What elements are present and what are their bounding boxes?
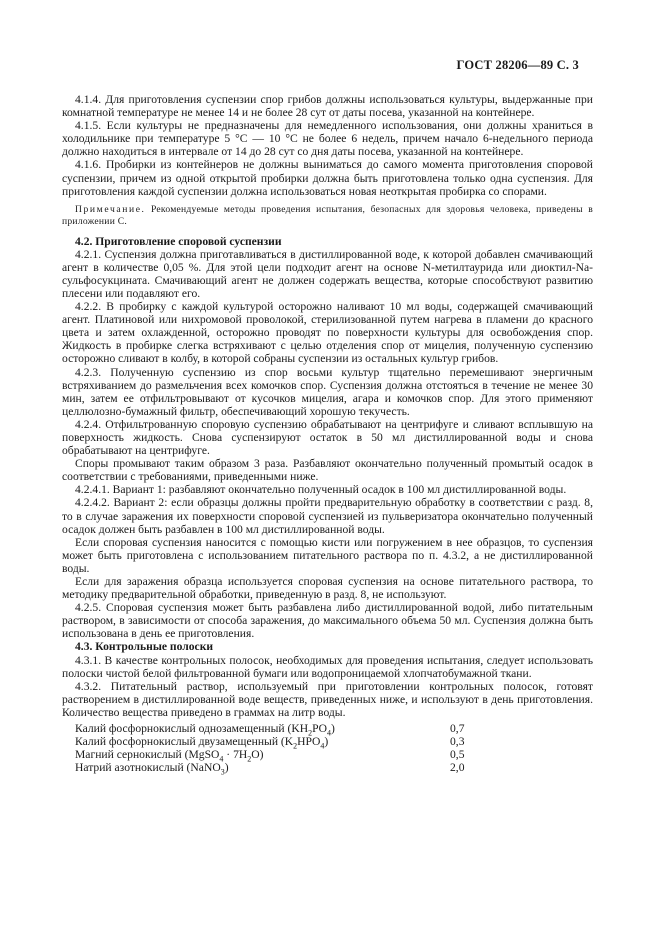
clause-4-3-1: 4.3.1. В качестве контрольных полосок, необходимых для проведения испытания, следует использовать полоски чистой белой фильтрованной бумаги или водопроницаемой хлопчатобумажной ткани. <box>62 653 593 680</box>
clause-4-2-4-1: 4.2.4.1. Вариант 1: разбавляют окончательно полученный осадок в 100 мл дистиллированной воды. <box>75 483 567 497</box>
clause-4-1-4: 4.1.4. Для приготовления суспензии спор грибов должны использоваться культуры, выдержанные при комнатной температуре не менее 14 и не более 28 сут от даты посева, указанной на контейнере. <box>62 93 593 120</box>
document-body <box>62 93 593 777</box>
clause-4-2-4: 4.2.4. Отфильтрованную споровую суспензию обрабатывают на центрифуге и сливают всплывшую на поверхность жидкость. Снова суспензируют остаток в 50 мл дистиллированной воды и снова обрабатывают на центрифуге. <box>62 417 593 458</box>
reagent-amount: 0,3 <box>450 735 465 749</box>
clause-4-1-6: 4.1.6. Пробирки из контейнеров не должны выниматься до самого момента приготовления споровой суспензии, причем из одной открытой пробирки должна быть приготовлена только одна суспензия. Для приготовления каждой суспензии должна использоваться новая неоткрытая пробирка со спорами. <box>62 158 593 198</box>
clause-4-2-1: 4.2.1. Суспензия должна приготавливаться в дистиллированной воде, к которой добавлен смачивающий агент в количестве 0,05 %. Для этой цели подходит агент на основе N-метилтаурида или диоктил-Nа-сульфосукцината. Смачивающий агент не должен содержать вещества, которые способствуют развитию плесени или подавляют его. <box>62 247 593 300</box>
reagent-amount: 2,0 <box>450 761 465 775</box>
reagent-row <box>75 722 500 735</box>
note-text: Рекомендуемые методы проведения испытания, безопасных для здоровья человека, приведены в приложении С. <box>62 203 593 228</box>
section-heading-4-3: 4.3. Контрольные полоски <box>75 640 214 654</box>
clause-4-2-4-2-brush: Если споровая суспензия наносится с помощью кисти или погружением в нее образцов, то суспензия может быть приготовлена с использованием питательного раствора по п. 4.3.2, а не дистиллированной воды. <box>62 535 593 575</box>
reagent-amount: 0,5 <box>450 748 465 762</box>
page-header: ГОСТ 28206—89 С. 3 <box>456 58 579 72</box>
note-label: Примечание. <box>75 203 146 215</box>
clause-4-2-4-2: 4.2.4.2. Вариант 2: если образцы должны пройти предварительную обработку в соответствии с разд. 8, то в случае заражения их поверхности споровой суспензией из пульверизатора окончательно полученный осадок должен быть разбавлен в 100 мл дистиллированной воды. <box>62 496 593 536</box>
reagent-row <box>75 761 500 774</box>
reagent-name: Натрий азотнокислый (NaNO$_3$) <box>75 761 229 777</box>
reagent-name: Калий фосфорнокислый двузамещенный $(K_2HPO_4)$ <box>75 735 329 751</box>
reagent-table <box>75 722 500 777</box>
clause-4-2-2: 4.2.2. В пробирку с каждой культурой осторожно наливают 10 мл воды, содержащей смачивающий агент. Платиновой или нихромовой проволокой, стерилизованной путем нагрева в пламени до красного цвета и затем охлажденной, осторожно проводят по поверхности культуры для освобождения спор. Жидкость в пробирке слегка встряхивают с целью отделения спор от мицелия, полученную суспензию осторожно сливают в колбу, в которой собраны суспензии из остальных культур грибов. <box>62 300 593 366</box>
reagent-amount: 0,7 <box>450 722 465 736</box>
clause-4-2-4-continuation: Споры промывают таким образом 3 раза. Разбавляют окончательно полученный промытый осадок в соответствии с требованиями, приведенными ниже. <box>62 457 593 484</box>
reagent-name: Магний сернокислый (MgSO$_4$ · $7H_2O$) <box>75 748 264 764</box>
section-heading-4-2: 4.2. Приготовление споровой суспензии <box>75 234 282 248</box>
reagent-name: Калий фосфорнокислый однозамещенный $(KH_2PO_4)$ <box>75 722 335 738</box>
clause-4-2-3: 4.2.3. Полученную суспензию из спор восьми культур тщательно перемешивают энергичным встряхиванием до размельчения всех комочков спор. Суспензия должна отстояться в течение не менее 30 мин, затем ее отфильтровывают от кусочков мицелия, агара и комочков спор. Для этого применяют целлюлозно-бумажный фильтр, обеспечивающий хорошую текучесть. <box>62 365 593 418</box>
reagent-row <box>75 735 500 748</box>
clause-4-1-5: 4.1.5. Если культуры не предназначены для немедленного использования, они должны храниться в холодильнике при температуре 5 °С — 10 °С не более 6 недель, причем начало 6-недельного периода должно находиться в интервале от 14 до 28 сут со дня даты посева, указанной на контейнере. <box>62 119 593 159</box>
clause-4-2-5: 4.2.5. Споровая суспензия может быть разбавлена либо дистиллированной водой, либо питательным раствором, в зависимости от способа заражения, до максимального объема 50 мл. Суспензия должна быть использована в день ее приготовления. <box>62 601 593 641</box>
clause-4-3-2: 4.3.2. Питательный раствор, используемый при приготовлении контрольных полосок, готовят растворением в дистиллированной воде веществ, приведенных ниже, и используют в день приготовления. Количество вещества приведено в граммах на литр воды. <box>62 679 593 719</box>
clause-4-2-4-2-nutrient: Если для заражения образца используется споровая суспензия на основе питательного раствора, то методику предварительной обработки, приведенную в разд. 8, не используют. <box>62 575 593 602</box>
note <box>62 204 593 229</box>
reagent-row <box>75 748 500 761</box>
